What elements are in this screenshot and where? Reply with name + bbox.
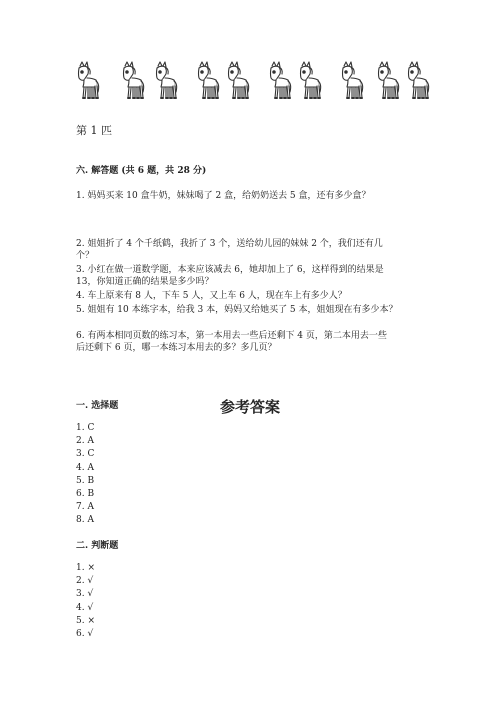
horse-icon <box>222 60 252 106</box>
answer-section-2-list <box>76 562 95 641</box>
horse-icon <box>117 60 147 106</box>
answer-item: 1. C <box>76 423 95 433</box>
answer-item: 8. A <box>76 515 94 526</box>
horse-image-row <box>72 60 432 110</box>
answer-section-1-heading: 一. 选择题 <box>76 401 119 411</box>
image-caption: 第 1 匹 <box>76 124 112 137</box>
answer-item: 4. A <box>76 462 94 473</box>
answer-key-title: 参考答案 <box>219 398 280 416</box>
answer-item: 1. × <box>76 563 95 573</box>
section-heading-answer-questions: 六. 解答题 (共 6 题，共 28 分) <box>76 166 207 176</box>
question-3-line-2: 13，你知道正确的结果是多少吗？ <box>76 277 214 287</box>
horse-icon <box>150 60 180 106</box>
question-1: 1. 妈妈买来 10 盒牛奶，妹妹喝了 2 盒，给奶奶送去 5 盒，还有多少盒？ <box>76 191 371 201</box>
question-3-line-1: 3. 小红在做一道数学题，本来应该减去 6，她却加上了 6，这样得到的结果是 <box>76 265 384 275</box>
question-2-line-1: 2. 姐姐折了 4 个千纸鹤，我折了 3 个，送给幼儿园的妹妹 2 个，我们还有几 <box>76 239 383 249</box>
horse-icon <box>192 60 222 106</box>
answer-item: 4. √ <box>76 602 94 613</box>
answer-item: 2. √ <box>76 576 94 587</box>
answer-section-2-heading: 二. 判断题 <box>76 541 119 551</box>
horse-icon <box>372 60 402 106</box>
answer-item: 7. A <box>76 502 94 513</box>
horse-icon <box>294 60 324 106</box>
answer-item: 6. √ <box>76 629 94 640</box>
answer-item: 5. × <box>76 615 95 626</box>
answer-item: 2. A <box>76 436 94 447</box>
answer-section-1-list <box>76 422 94 528</box>
answer-item: 5. B <box>76 475 95 486</box>
answer-item: 3. C <box>76 449 95 460</box>
answer-item: 6. B <box>76 489 95 500</box>
horse-icon <box>336 60 366 106</box>
question-2-line-2: 个？ <box>76 251 95 261</box>
answer-item: 3. √ <box>76 589 94 600</box>
question-6-line-1: 6. 有两本相同页数的练习本，第一本用去一些后还剩下 4 页，第二本用去一些 <box>76 331 387 341</box>
horse-icon <box>72 60 102 106</box>
question-4: 4. 车上原来有 8 人，下车 5 人，又上车 6 人，现在车上有多少人？ <box>76 291 347 301</box>
horse-icon <box>264 60 294 106</box>
horse-icon <box>402 60 432 106</box>
question-6-line-2: 后还剩下 6 页，哪一本练习本用去的多？多几页？ <box>76 343 277 353</box>
question-5: 5. 姐姐有 10 本练字本，给我 3 本，妈妈又给她买了 5 本，姐姐现在有多少本？ <box>76 305 398 315</box>
